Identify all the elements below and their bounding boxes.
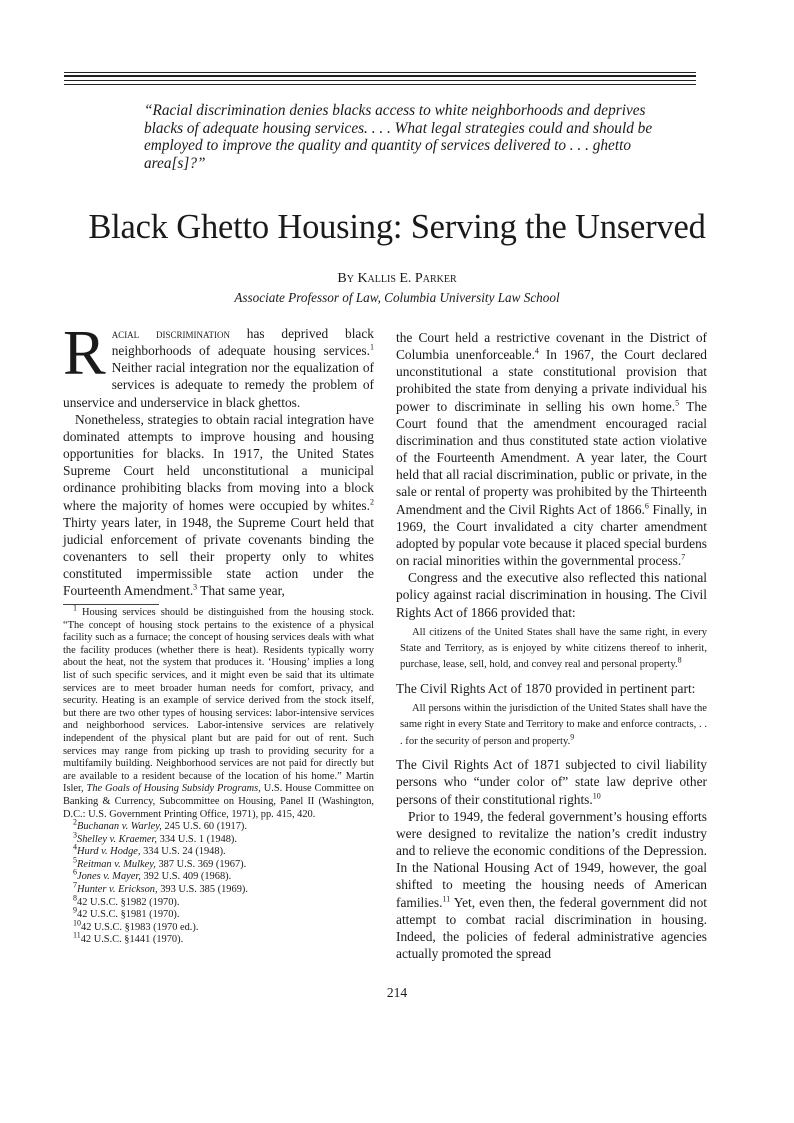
footnotes	[63, 603, 374, 947]
author-affiliation: Associate Professor of Law, Columbia University Law School	[234, 290, 560, 305]
footnote-1: $^1$ Housing services should be distinguished from the housing stock. “The concept of housing stock pertains to the existence of a physical facility such as a furnace; the concept of housing services deals with what the facility produces (whether there is heat). Residents typically worry about the heat, not the system that produces it. ‘Housing’ implies a long list of such specific services, and it might even be said that its ultimate services are to meet broader human needs for comfort, privacy, and security. Heating is an example of service derived from the stock itself, but there are two other types of housing services: labor-intensive services and neighborhood services. Labor-intensive services are relatively independent of the physical plant but are paid for out of rent. Such services may range from picking up trash to providing security for a multifamily building. Neighborhood services are not paid for directly but are available to a resident because of the location of his home.” Martin Isler, The Goals of Housing Subsidy Programs, U.S. House Committee on Banking & Currency, Subcommittee on Housing, Panel II (Washington, D.C.: U.S. Government Printing Office, 1971), pp. 415, 420.	[63, 603, 374, 820]
footnote-rule	[63, 604, 159, 605]
footnote-item: $^6$Jones v. Mayer, 392 U.S. 409 (1968).	[73, 868, 232, 883]
article-title: Black Ghetto Housing: Serving the Unserved	[88, 208, 706, 246]
byline	[0, 271, 794, 287]
footnote-item: $^9$42 U.S.C. §1981 (1970).	[73, 905, 180, 921]
header-rule-4	[64, 84, 696, 85]
footnote-ref: 1	[370, 342, 374, 352]
page-number: 214	[386, 985, 408, 1000]
block-quote: All persons within the jurisdiction of the United States shall have the same right in every State and Territory to make and enforce contracts, . . . for the security of person and property.$^9$	[400, 703, 707, 747]
footnote-item: $^4$Hurd v. Hodge, 334 U.S. 24 (1948).	[73, 842, 226, 858]
footnote-item: $^5$Reitman v. Mulkey, 387 U.S. 369 (1967).	[73, 855, 247, 870]
body-paragraph: Prior to 1949, the federal government’s housing efforts were designed to revitalize the nation’s credit industry and to relieve the economic conditions of the Depression. In the National Housing Act of 1949, however, the goal shifted to meeting the housing needs of American families.$^{11}$ Yet, even then, the federal government did not attempt to combat racial discrimination in housing. Indeed, the policies of federal administrative agencies actually promoted the spread	[396, 808, 707, 961]
footnote-item: $^{11}$42 U.S.C. §1441 (1970).	[73, 930, 184, 946]
left-column	[63, 317, 374, 600]
footnote-ref: 11	[442, 894, 451, 904]
footnote-ref: 4	[534, 346, 539, 356]
right-column	[396, 329, 707, 962]
footnote-ref: 9	[570, 732, 575, 742]
body-paragraph: Congress and the executive also reflected this national policy against racial discrimination in housing. The Civil Rights Act of 1866 provided that:	[396, 570, 707, 620]
author-name: Kallis E. Parker	[357, 271, 457, 286]
footnote-ref: 8	[677, 655, 682, 665]
footnote-ref: 3	[193, 582, 198, 592]
intro-paragraph: Racial discrimination has deprived black neighborhoods of adequate housing services.$^1$ Neither racial integration nor the equalization of services is adequate to remedy the problem of unservice and underservice in black ghettos.	[63, 317, 374, 410]
footnote-ref: 6	[644, 501, 649, 511]
footnote-ref: 7	[681, 552, 686, 562]
body-paragraph: the Court held a restrictive covenant in the District of Columbia unenforceable.$^4$ In 1967, the Court declared unconstitutional a state constitutional provision that prohibited the state from denying a private individual his power to discriminate in selling his own home.$^5$ The Court found that the amendment encouraged racial discrimination and thus constituted state action violative of the Fourteenth Amendment. A year later, the Court held that all racial discrimination, public or private, in the sale or rental of property was prohibited by the Thirteenth Amendment and the Civil Rights Act of 1866.$^6$ Finally, in 1969, the Court invalidated a city charter amendment adopted by popular vote because it placed special burdens on racial minorities within the governmental process.$^7$	[396, 330, 707, 569]
footnote-number: 1	[73, 603, 77, 613]
block-quote: All citizens of the United States shall have the same right, in every State and Territory, as is enjoyed by white citizens thereof to inherit, purchase, lease, sell, hold, and convey real and personal property.$^8$	[400, 626, 707, 671]
footnote-item: $^7$Hunter v. Erickson, 393 U.S. 385 (1969).	[73, 880, 248, 896]
drop-cap: R	[63, 317, 106, 388]
footnote-ref: 10	[592, 791, 601, 801]
body-paragraph: Nonetheless, strategies to obtain racial integration have dominated attempts to improve housing and housing opportunities for blacks. In 1917, the United States Supreme Court held unconstitutional a municipal ordinance prohibiting blacks from moving into a block where the majority of homes were occupied by whites.$^2$ Thirty years later, in 1948, the Supreme Court held that judicial enforcement of private covenants binding the covenanters to sell their property only to whites constituted impermissible state action under the Fourteenth Amendment.$^3$ That same year,	[63, 411, 374, 599]
header-rule-2	[64, 75, 696, 77]
body-paragraph: The Civil Rights Act of 1871 subjected to civil liability persons who “under color of” state law deprive other persons of their constitutional rights.$^{10}$	[396, 757, 707, 807]
footnote-ref: 2	[370, 497, 374, 507]
footnote-item: $^8$42 U.S.C. §1982 (1970).	[73, 893, 180, 908]
header-rule-1	[64, 72, 696, 73]
footnote-item: $^3$Shelley v. Kraemer, 334 U.S. 1 (1948).	[73, 830, 237, 845]
epigraph: “Racial discrimination denies blacks access to white neighborhoods and deprives blacks of adequate housing services. . . . What legal strategies could and should be employed to improve the quality and quantity of services delivered to . . . ghetto area[s]?”	[144, 102, 653, 172]
byline-by: By	[337, 271, 354, 286]
body-paragraph: The Civil Rights Act of 1870 provided in pertinent part:	[396, 680, 696, 696]
footnote-ref: 5	[675, 398, 680, 408]
header-rule-3	[64, 80, 696, 81]
footnote-item: $^2$Buchanan v. Warley, 245 U.S. 60 (1917).	[73, 817, 247, 833]
footnote-item: $^{10}$42 U.S.C. §1983 (1970 ed.).	[73, 918, 199, 933]
lead-small-caps: acial discrimination	[111, 326, 230, 341]
